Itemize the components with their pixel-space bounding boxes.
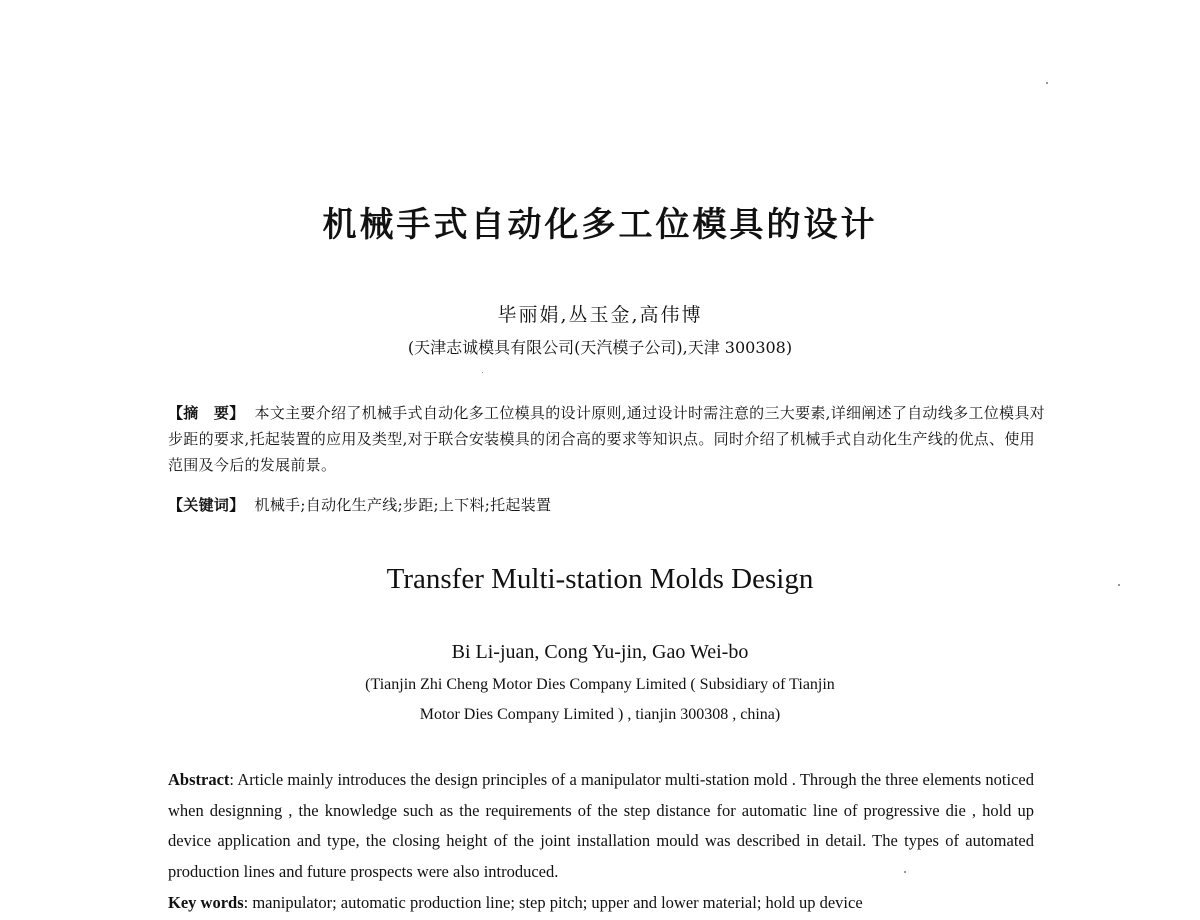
scan-speck [904, 871, 906, 873]
chinese-abstract [168, 400, 1048, 478]
english-keywords-label: Key words [168, 893, 244, 912]
english-abstract-label: Abstract [168, 770, 230, 789]
english-abstract-text: Article mainly introduces the design principles of a manipulator multi-station mold . Through the three elements noticed when designning , the knowledge such as the requirements of the step distance for automatic line of progressive die , hold up device application and type, the closing height of the joint installation mould was described in detail. The types of automated production lines and future prospects were also introduced. [168, 770, 1034, 881]
chinese-keywords-text: 机械手;自动化生产线;步距;上下料;托起装置 [254, 496, 552, 514]
chinese-keywords-label: 【关键词】 [168, 496, 245, 514]
english-affiliation-line1: (Tianjin Zhi Cheng Motor Dies Company Limited ( Subsidiary of Tianjin [365, 676, 835, 693]
english-authors: Bi Li-juan, Cong Yu-jin, Gao Wei-bo [451, 641, 749, 663]
chinese-affiliation: (天津志诚模具有限公司(天汽模子公司),天津 300308) [407, 338, 793, 357]
english-affiliation [0, 670, 1200, 730]
english-keywords-separator: : [243, 893, 253, 912]
english-keywords [168, 888, 1034, 919]
english-affiliation-line2: Motor Dies Company Limited ) , tianjin 300308 , china) [419, 706, 781, 723]
scan-speck [1046, 82, 1048, 84]
english-abstract [168, 765, 1034, 887]
english-abstract-separator: : [229, 770, 238, 789]
english-keywords-text: manipulator; automatic production line; step pitch; upper and lower material; hold up device [252, 893, 863, 912]
scan-speck [1118, 584, 1120, 586]
scan-speck [482, 372, 483, 373]
english-title: Transfer Multi-station Molds Design [386, 563, 814, 595]
chinese-title: 机械手式自动化多工位模具的设计 [322, 205, 878, 245]
chinese-keywords [168, 492, 1048, 518]
chinese-abstract-label: 【摘 要】 [168, 404, 245, 422]
chinese-authors: 毕丽娟,丛玉金,高伟博 [497, 304, 703, 326]
chinese-abstract-text: 本文主要介绍了机械手式自动化多工位模具的设计原则,通过设计时需注意的三大要素,详细阐述了自动线多工位模具对步距的要求,托起装置的应用及类型,对于联合安装模具的闭合高的要求等知识点。同时介绍了机械手式自动化生产线的优点、使用范围及今后的发展前景。 [168, 404, 1045, 474]
